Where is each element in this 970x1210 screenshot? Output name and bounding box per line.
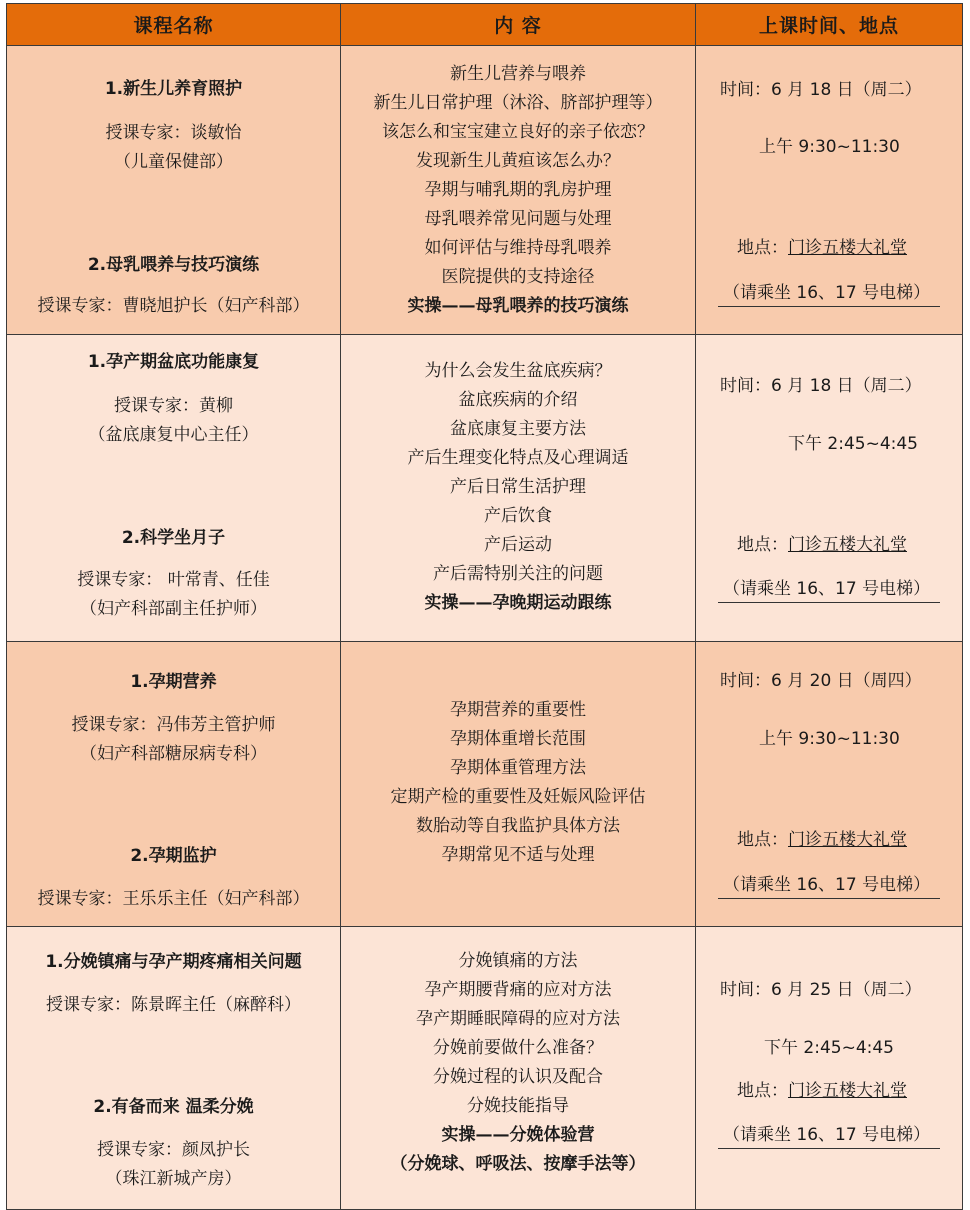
time-place-cell — [696, 46, 962, 334]
elevator-note: （请乘坐 16、17 号电梯） — [723, 1125, 931, 1145]
course-title: 2.科学坐月子 — [121, 528, 226, 548]
course-schedule-table — [6, 3, 963, 1210]
content-item: 产后运动 — [484, 535, 552, 555]
content-item: 为什么会发生盆底疾病？ — [424, 361, 612, 381]
course-dept: （盆底康复中心主任） — [88, 425, 259, 445]
elevator-note: （请乘坐 16、17 号电梯） — [723, 875, 931, 895]
class-time: 时间：6 月 18 日（周二） — [720, 80, 922, 100]
content-item: 孕期与哺乳期的乳房护理 — [424, 180, 612, 200]
content-item: 孕产期睡眠障碍的应对方法 — [416, 1009, 620, 1029]
content-item-practice: 实操——分娩体验营 — [441, 1125, 595, 1145]
course-dept: （儿童保健部） — [114, 152, 233, 172]
course-cell — [7, 46, 341, 334]
course-title: 1.孕期营养 — [130, 672, 217, 692]
time-place-cell — [696, 335, 962, 641]
class-place — [737, 534, 962, 556]
content-item: 产后日常生活护理 — [450, 477, 586, 497]
content-item: 定期产检的重要性及妊娠风险评估 — [390, 787, 646, 807]
table-row — [7, 334, 962, 641]
content-item: 孕期体重管理方法 — [450, 758, 586, 778]
class-place — [737, 237, 962, 259]
course-title: 2.有备而来 温柔分娩 — [93, 1097, 254, 1117]
content-item: 数胎动等自我监护具体方法 — [416, 816, 620, 836]
table-header-row — [7, 4, 962, 45]
content-item: 分娩前要做什么准备？ — [433, 1038, 603, 1058]
course-teacher: 授课专家：曹晓旭护长（妇产科部） — [37, 296, 310, 316]
elevator-note: （请乘坐 16、17 号电梯） — [723, 579, 931, 599]
course-cell — [7, 335, 341, 641]
course-teacher: 授课专家：黄柳 — [114, 396, 233, 416]
content-cell — [341, 642, 696, 926]
content-item: 孕期常见不适与处理 — [441, 845, 595, 865]
time-place-cell — [696, 642, 962, 926]
place-label: 地点： — [737, 238, 788, 258]
content-item-practice: 实操——母乳喂养的技巧演练 — [407, 296, 629, 316]
header-course-name: 课程名称 — [7, 4, 341, 45]
content-item: 该怎么和宝宝建立良好的亲子依恋？ — [382, 122, 654, 142]
content-item: 盆底康复主要方法 — [450, 419, 586, 439]
content-item-practice: 实操——孕晚期运动跟练 — [424, 593, 612, 613]
course-title: 2.母乳喂养与技巧演练 — [87, 255, 260, 275]
place-label: 地点： — [737, 535, 788, 555]
content-item: 母乳喂养常见问题与处理 — [424, 209, 612, 229]
course-dept: （珠江新城产房） — [105, 1169, 242, 1189]
class-session: 上午 9:30~11:30 — [759, 729, 900, 749]
class-time: 时间：6 月 20 日（周四） — [720, 671, 922, 691]
course-title: 1.孕产期盆底功能康复 — [87, 352, 260, 372]
content-item: 产后饮食 — [484, 506, 552, 526]
place-name: 门诊五楼大礼堂 — [788, 238, 907, 258]
class-session: 上午 9:30~11:30 — [759, 137, 900, 157]
table-row — [7, 641, 962, 926]
place-name: 门诊五楼大礼堂 — [788, 830, 907, 850]
class-place — [737, 829, 962, 851]
course-teacher: 授课专家：冯伟芳主管护师 — [71, 715, 276, 735]
underline-rule — [718, 898, 940, 899]
place-label: 地点： — [737, 1081, 788, 1101]
content-item: 分娩过程的认识及配合 — [433, 1067, 603, 1087]
content-item: 如何评估与维持母乳喂养 — [424, 238, 612, 258]
content-item: 医院提供的支持途径 — [441, 267, 595, 287]
course-teacher: 授课专家：谈敏怡 — [105, 123, 242, 143]
content-item: 发现新生儿黄疸该怎么办？ — [416, 151, 620, 171]
table-row — [7, 926, 962, 1209]
underline-rule — [718, 1148, 940, 1149]
time-place-cell — [696, 927, 962, 1209]
content-item: 产后生理变化特点及心理调适 — [407, 448, 629, 468]
content-item: 孕期营养的重要性 — [450, 700, 586, 720]
place-label: 地点： — [737, 830, 788, 850]
course-cell — [7, 642, 341, 926]
underline-rule — [718, 602, 940, 603]
underline-rule — [718, 306, 940, 307]
course-cell — [7, 927, 341, 1209]
header-time-place: 上课时间、地点 — [758, 15, 899, 37]
class-time: 时间：6 月 18 日（周二） — [720, 376, 922, 396]
course-teacher: 授课专家：陈景晖主任（麻醉科） — [46, 995, 301, 1015]
class-session: 下午 2:45~4:45 — [788, 434, 918, 454]
course-title: 1.新生儿养育照护 — [104, 79, 243, 99]
content-cell — [341, 46, 696, 334]
content-item: 孕期体重增长范围 — [450, 729, 586, 749]
course-title: 1.分娩镇痛与孕产期疼痛相关问题 — [45, 952, 302, 972]
class-time: 时间：6 月 25 日（周二） — [720, 980, 922, 1000]
course-title: 2.孕期监护 — [130, 846, 217, 866]
course-teacher: 授课专家： 叶常青、任佳 — [77, 570, 270, 590]
course-dept: （妇产科部副主任护师） — [80, 599, 267, 619]
content-item: 新生儿营养与喂养 — [450, 64, 586, 84]
content-item: 孕产期腰背痛的应对方法 — [424, 980, 612, 1000]
content-item: 盆底疾病的介绍 — [458, 390, 578, 410]
place-name: 门诊五楼大礼堂 — [788, 535, 907, 555]
content-item: 分娩技能指导 — [467, 1096, 569, 1116]
class-session: 下午 2:45~4:45 — [764, 1038, 894, 1058]
content-item: 新生儿日常护理（沐浴、脐部护理等） — [373, 93, 663, 113]
place-name: 门诊五楼大礼堂 — [788, 1081, 907, 1101]
content-cell — [341, 927, 696, 1209]
class-place — [737, 1080, 962, 1102]
course-dept: （妇产科部糖尿病专科） — [80, 744, 267, 764]
course-teacher: 授课专家：颜凤护长 — [97, 1140, 250, 1160]
content-item: 产后需特别关注的问题 — [433, 564, 603, 584]
header-content: 内 容 — [341, 4, 696, 45]
content-cell — [341, 335, 696, 641]
course-teacher: 授课专家：王乐乐主任（妇产科部） — [37, 889, 310, 909]
content-item: 分娩镇痛的方法 — [458, 951, 578, 971]
elevator-note: （请乘坐 16、17 号电梯） — [723, 283, 931, 303]
content-item-practice-detail: （分娩球、呼吸法、按摩手法等） — [390, 1154, 646, 1174]
table-row — [7, 45, 962, 334]
